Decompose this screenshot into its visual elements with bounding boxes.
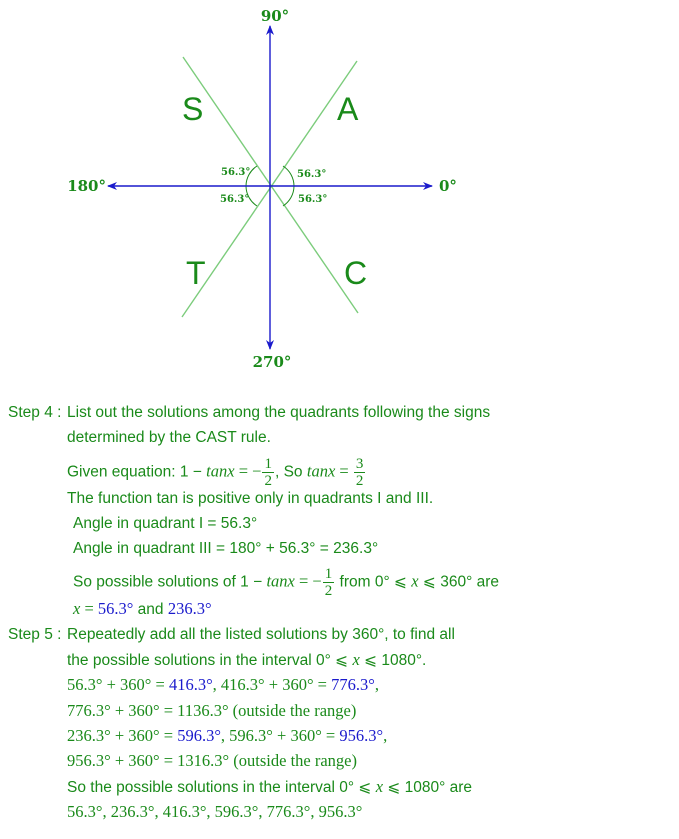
step4-line4 — [0, 486, 679, 511]
interval-text: So the possible solutions in the interval 0° ⩽ — [67, 778, 376, 796]
step5-line5 — [0, 723, 679, 748]
fraction-three-halves — [354, 456, 366, 489]
step5-line4 — [0, 698, 679, 723]
solution-value: 416.3° — [168, 675, 213, 695]
step5-line6 — [0, 748, 679, 773]
step5-line2 — [0, 647, 679, 672]
solution-steps — [0, 400, 679, 824]
variable-x: x — [375, 776, 384, 796]
calc-text: , — [374, 675, 379, 695]
step5-text: Repeatedly add all the listed solutions by 360°, to find all — [67, 625, 455, 643]
calc-text: 236.3° + 360° = — [67, 725, 178, 745]
step5-line7 — [0, 774, 679, 799]
from-text: from 0° ⩽ — [335, 574, 412, 592]
tan-x: tanx — [206, 461, 235, 481]
angle-quadrant-1: Angle in quadrant I = 56.3° — [73, 514, 258, 532]
tan-x: tanx — [266, 572, 295, 592]
equals-minus: = − — [294, 572, 322, 592]
step4-label: Step 4 : — [8, 404, 62, 421]
equals: = — [335, 461, 353, 481]
axis-label-270: 270° — [252, 353, 292, 371]
step4-line1 — [0, 400, 679, 425]
step5-label: Step 5 : — [8, 625, 62, 643]
solution-value: 956.3° — [339, 725, 384, 745]
equals: = — [80, 599, 98, 619]
numerator: 1 — [264, 455, 272, 472]
solution-value: 776.3° — [331, 675, 375, 695]
solution-value: 596.3° — [177, 725, 221, 745]
step4-solutions — [0, 596, 679, 621]
step5-line8 — [0, 799, 679, 824]
calc-text: , 416.3° + 360° = — [212, 675, 332, 695]
calc-line: 776.3° + 360° = 1136.3° (outside the range) — [67, 700, 357, 720]
fraction-one-half — [262, 456, 274, 489]
axis-label-180: 180° — [67, 177, 106, 195]
tan-x: tanx — [306, 461, 336, 481]
step4-text: determined by the CAST rule. — [67, 429, 271, 447]
fraction-one-half — [323, 566, 335, 599]
step4-text: The function tan is positive only in quadrants I and III. — [67, 489, 434, 507]
step4-possible-solutions — [0, 561, 679, 600]
step4-given-equation — [0, 451, 679, 489]
interval-end: ⩽ 1080°. — [359, 652, 427, 670]
angle-label-q4: 56.3° — [298, 194, 328, 205]
angle-quadrant-3: Angle in quadrant III = 180° + 56.3° = 236.3° — [73, 540, 379, 558]
possible-solutions-text — [73, 566, 499, 599]
interval-text: the possible solutions in the interval 0° ⩽ — [67, 652, 353, 670]
step5-text — [67, 647, 426, 673]
calc-text: 56.3° + 360° = — [67, 675, 169, 695]
calc-text: , 596.3° + 360° = — [220, 725, 340, 745]
calc-line — [67, 672, 379, 697]
axis-label-0: 0° — [439, 177, 457, 195]
range-end: ⩽ 360° are — [418, 574, 499, 592]
angle-label-q3: 56.3° — [220, 194, 250, 205]
denominator: 2 — [324, 583, 333, 600]
calc-text: , — [383, 725, 388, 745]
solution-value: 236.3° — [167, 599, 212, 619]
variable-x: x — [73, 599, 81, 619]
numerator: 3 — [355, 455, 364, 472]
variable-x: x — [352, 650, 360, 670]
so-possible: So possible solutions of 1 − — [73, 574, 267, 592]
and-text: and — [133, 601, 168, 619]
step5-line1 — [0, 622, 679, 647]
equation-text: Given equation: 1 − — [67, 463, 207, 481]
axis-label-90: 90° — [260, 7, 290, 25]
numerator: 1 — [324, 566, 333, 583]
quadrant-label-t: T — [186, 255, 206, 291]
step4-text: List out the solutions among the quadrants following the signs — [67, 404, 491, 421]
step5-text — [67, 774, 472, 800]
angle-arc-q1 — [283, 166, 294, 186]
step4-line2 — [0, 425, 679, 450]
solutions-0-360 — [73, 596, 212, 622]
denominator: 2 — [355, 472, 364, 489]
angle-arc-q4 — [283, 186, 294, 206]
step5-line3 — [0, 672, 679, 697]
quadrant-label-c: C — [344, 255, 368, 291]
cast-diagram — [0, 0, 679, 390]
denominator: 2 — [264, 472, 272, 489]
calc-line — [67, 723, 387, 748]
interval-end: ⩽ 1080° are — [383, 778, 473, 796]
final-solutions: 56.3°, 236.3°, 416.3°, 596.3°, 776.3°, 956.3° — [67, 801, 363, 821]
quadrant-label-s: S — [182, 91, 204, 127]
quadrant-label-a: A — [337, 91, 359, 127]
angle-label-q1: 56.3° — [297, 169, 327, 180]
solution-value: 56.3° — [97, 599, 134, 619]
given-equation — [67, 456, 366, 489]
variable-x: x — [411, 572, 419, 592]
calc-line: 956.3° + 360° = 1316.3° (outside the range) — [67, 751, 357, 771]
step4-line6 — [0, 536, 679, 561]
step4-line5 — [0, 511, 679, 536]
equals-minus: = − — [234, 461, 262, 481]
so-text: , So — [274, 463, 307, 481]
angle-label-q2: 56.3° — [221, 167, 251, 178]
